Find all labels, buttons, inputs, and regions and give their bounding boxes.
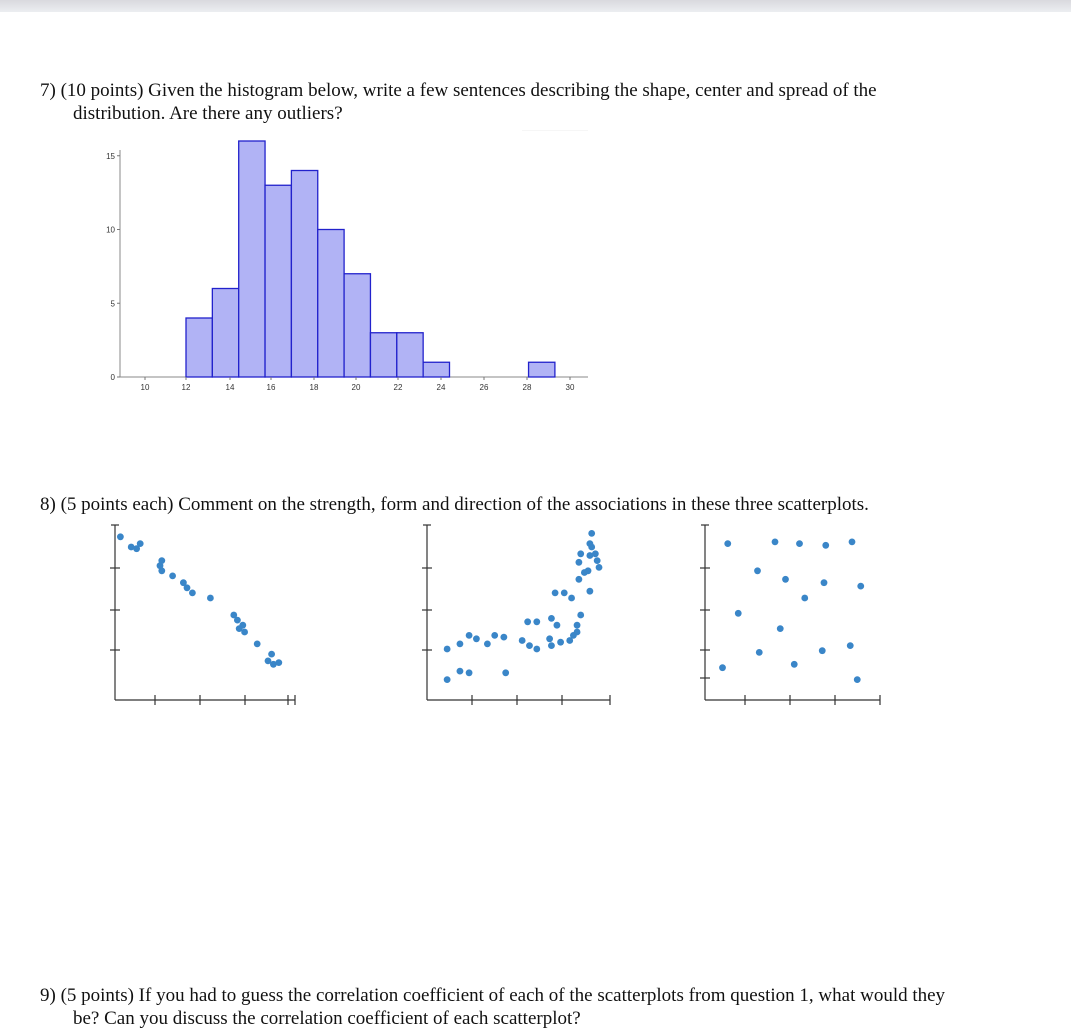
scatter-point [756,649,763,656]
scatter-point [568,595,575,602]
scatter-point [275,659,282,666]
scatter-point [548,615,555,622]
histogram-bar [344,274,370,377]
scatter-point [735,610,742,617]
histogram-bar [186,318,212,377]
histogram-bar [318,230,344,378]
scatter-point [575,576,582,583]
scatter-point [241,629,248,636]
scatter-point [533,618,540,625]
scatter-point [849,539,856,546]
histogram-bar [370,333,396,377]
scatter-point [586,588,593,595]
histogram-x-tick-label: 16 [266,383,276,392]
histogram-x-tick-label: 20 [351,383,361,392]
scatter-point [444,676,451,683]
top-window-bar [0,0,1071,12]
question-9 [40,984,1060,1030]
question-9-text-line2: be? Can you discuss the correlation coefficient of each scatterplot? [73,1008,581,1029]
scatter-point [500,634,507,641]
scatter-point [796,540,803,547]
scatter-point [777,625,784,632]
histogram-x-tick-label: 12 [181,383,191,392]
scatter-point [552,590,559,597]
scatter-point [577,550,584,557]
scatter-point [719,664,726,671]
scatter-point [457,668,464,675]
histogram-bar [423,362,449,377]
question-7-text-line2: distribution. Are there any outliers? [73,103,343,124]
scatter-point [801,595,808,602]
histogram-y-tick-label: 10 [106,225,115,235]
histogram-chart [100,130,600,410]
question-7 [40,79,1040,125]
histogram-bar [291,171,317,378]
question-8-text-line1: (5 points each) Comment on the strength, form and direction of the associations in these three scatterplots. [60,494,869,515]
question-8 [40,493,1040,516]
histogram-x-tick-label: 22 [393,383,403,392]
scatter-point [822,542,829,549]
scatter-point [561,590,568,597]
question-7-text-line1: (10 points) Given the histogram below, write a few sentences describing the shape, center and spread of the [60,80,877,101]
scatter-point [546,635,553,642]
question-9-number: 9) [40,985,56,1006]
scatter-point [466,632,473,639]
scatter-point [791,661,798,668]
scatter-point [754,567,761,574]
histogram-y-tick-label: 0 [110,373,115,382]
histogram-x-tick-label: 18 [309,383,319,392]
scatter-point [585,567,592,574]
scatter-point [574,629,581,636]
histogram-x-tick-label: 10 [140,383,150,392]
scatter-point [819,647,826,654]
scatter-point [821,579,828,586]
histogram-bar [529,362,555,377]
histogram-y-tick-label: 5 [110,299,115,309]
scatter-point [575,559,582,566]
scatter-point [854,676,861,683]
scatter-point [526,642,533,649]
scatter-point [169,573,176,580]
histogram-bar [212,289,238,378]
scatterplot-2 [410,518,620,713]
scatter-point [772,539,779,546]
scatter-point [519,637,526,644]
scatter-point [189,590,196,597]
histogram-y-tick-label: 15 [106,151,115,161]
scatter-point [847,642,854,649]
scatter-point [782,576,789,583]
question-8-number: 8) [40,494,56,515]
scatter-point [466,669,473,676]
scatter-point [554,622,561,629]
scatter-point [484,641,491,648]
scatter-point [133,545,140,552]
scatter-point [207,595,214,602]
scatter-point [557,639,564,646]
scatter-point [234,617,241,624]
scatter-point [548,642,555,649]
scatter-point [502,669,509,676]
question-7-number: 7) [40,80,56,101]
scatter-point [588,530,595,537]
histogram-x-tick-label: 14 [225,383,235,392]
scatter-point [491,632,498,639]
scatter-point [158,567,165,574]
scatter-point [117,533,124,540]
scatter-point [592,550,599,557]
histogram-bar [265,185,291,377]
scatter-point [524,618,531,625]
histogram-x-tick-label: 28 [522,383,532,392]
scatter-point [586,540,593,547]
scatter-point [857,583,864,590]
scatter-point [596,564,603,571]
scatter-point [574,622,581,629]
scatter-point [577,612,584,619]
scatter-point [533,646,540,653]
scatter-point [724,540,731,547]
histogram-x-tick-label: 26 [479,383,489,392]
scatter-point [444,646,451,653]
scatterplot-1 [100,518,300,713]
scatterplot-3 [690,518,890,713]
scatter-point [268,651,275,658]
histogram-bar [397,333,423,377]
scatter-point [594,557,601,564]
histogram-bar [239,141,265,377]
scatter-point [254,641,261,648]
question-9-text-line1: (5 points) If you had to guess the correlation coefficient of each of the scatterplots from question 1, what would they [60,985,946,1006]
histogram-x-tick-label: 24 [436,383,446,392]
scatter-point [184,584,191,591]
histogram-x-tick-label: 30 [565,383,575,392]
scatter-point [457,641,464,648]
scatter-point [473,635,480,642]
